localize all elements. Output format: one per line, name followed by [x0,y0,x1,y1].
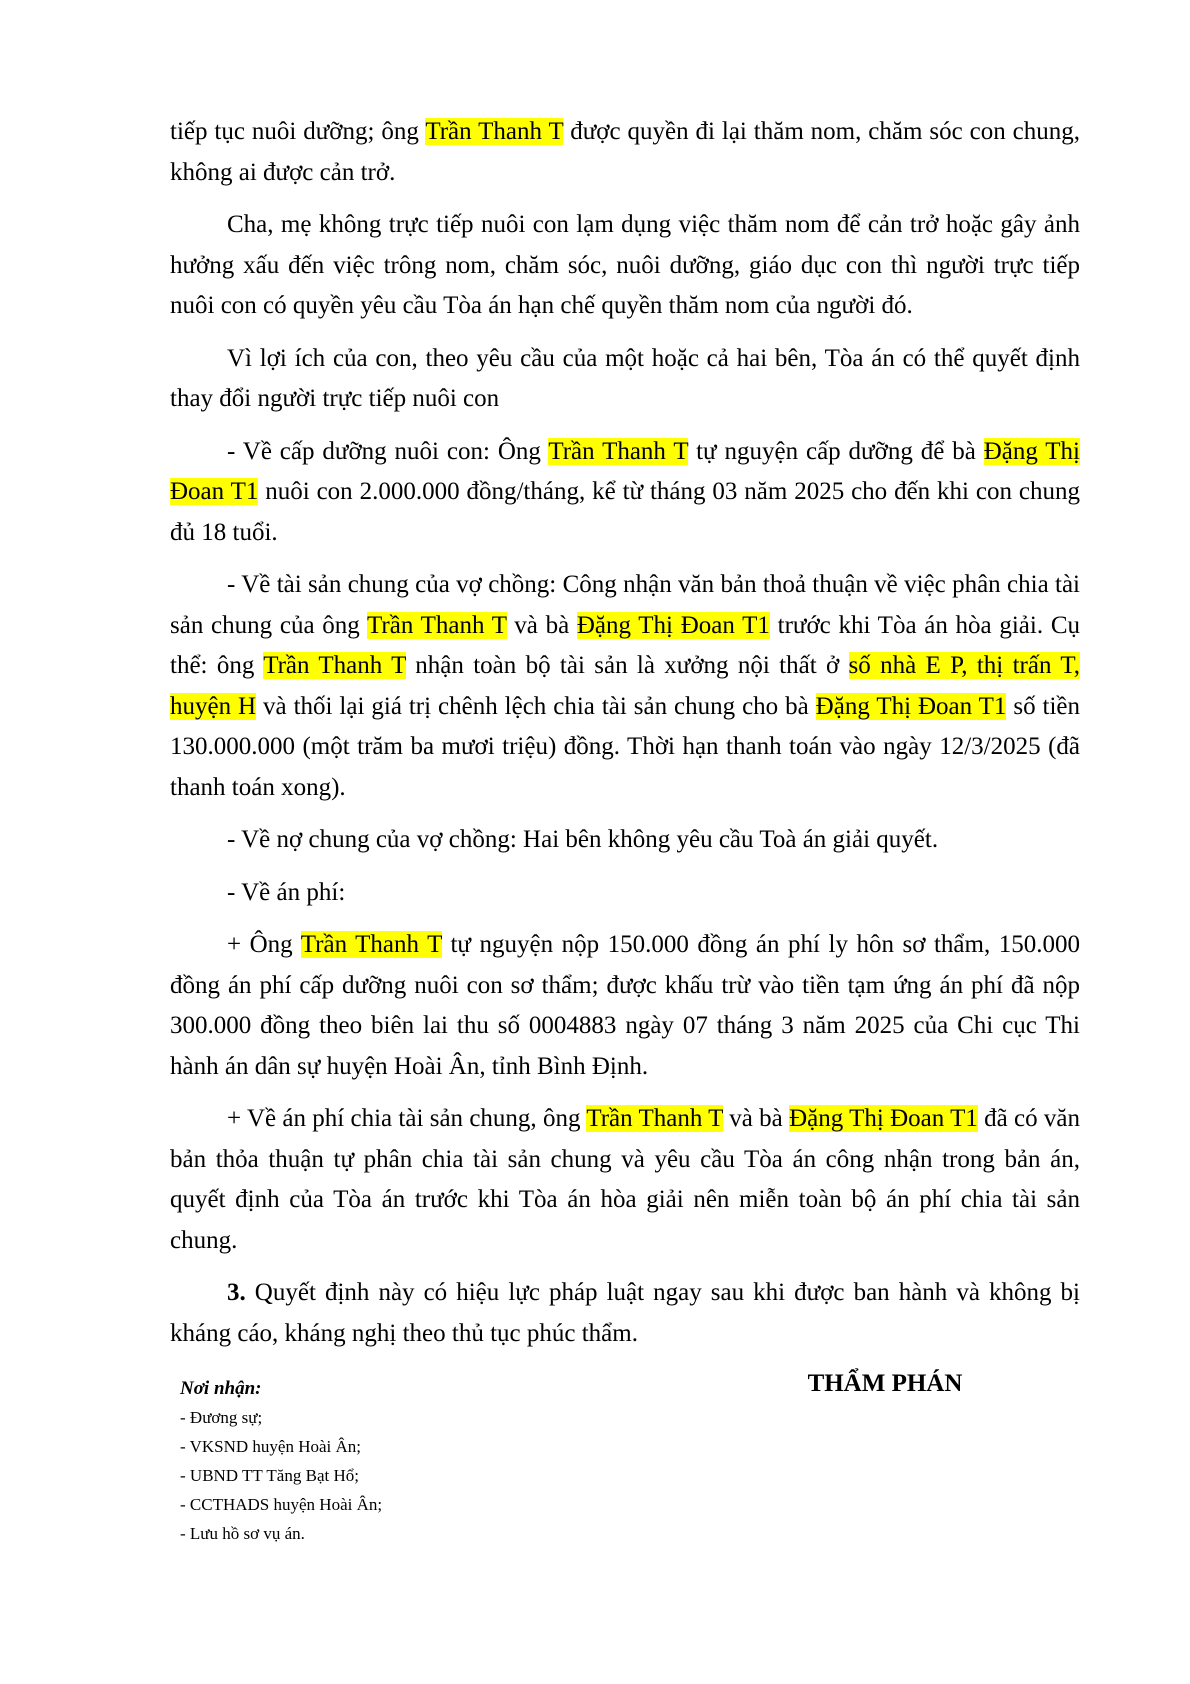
highlighted-text: Đặng Thị Đoan T1 [170,437,1080,505]
highlighted-text: Đặng Thị Đoan T1 [789,1105,978,1132]
highlighted-text: Trần Thanh T [263,652,406,679]
text-run: Cha, mẹ không trực tiếp nuôi con lạm dụng việc thăm nom để cản trở hoặc gây ảnh hưởng xấu đến việc trông nom, chăm sóc, nuôi dưỡng, giáo dục con thì người trực tiếp nuôi con có quyền yêu cầu Tòa án hạn chế quyền thăm nom của người đó. [170,211,1080,319]
paragraph [170,432,1080,554]
text-run: đã có văn bản thỏa thuận tự phân chia tài sản chung và yêu cầu Tòa án công nhận trong bản án, quyết định của Tòa án trước khi Tòa án hòa giải nên miễn toàn bộ án phí chia tài sản chung. [170,1105,1081,1254]
text-run: trước khi Tòa án hòa giải. Cụ thể: ông [170,611,1080,679]
paragraph [170,112,1080,193]
text-run: - Về án phí: [227,878,346,906]
highlighted-text: số nhà E P, thị trấn T, huyện H [170,652,1080,720]
text-run: + Ông [227,931,301,958]
text-run: - Về nợ chung của vợ chồng: Hai bên không yêu cầu Toà án giải quyết. [227,826,939,853]
recipient-item: - CCTHADS huyện Hoài Ân; [180,1495,383,1514]
highlighted-text: Trần Thanh T [367,611,507,639]
text-run: tự nguyện cấp dưỡng để bà [688,437,984,465]
highlighted-text: Trần Thanh T [300,931,442,958]
paragraph [170,1099,1080,1261]
recipients-block [180,1374,580,1548]
text-run: được quyền đi lại thăm nom, chăm sóc con chung, không ai được cản trở. [170,118,1080,186]
paragraph [170,820,1080,861]
text-run: và bà [506,611,577,639]
text-run: tự nguyện nộp 150.000 đồng án phí ly hôn sơ thẩm, 150.000 đồng án phí cấp dưỡng nuôi con sơ thẩm; được khấu trừ vào tiền tạm ứng án phí đã nộp 300.000 đồng theo biên lai thu số 0004883 ngày 07 tháng 3 năm 2025 của Chi cục Thi hành án dân sự huyện Hoài Ân, tỉnh Bình Định. [170,931,1080,1080]
signature-title: THẨM PHÁN [807,1370,963,1397]
text-run: tiếp tục nuôi dưỡng; ông [170,118,426,145]
paragraph [170,205,1080,327]
text-run: nhận toàn bộ tài sản là xưởng nội thất ở [405,652,849,679]
text-run: - Về tài sản chung của vợ chồng: Công nhận văn bản thoả thuận về việc phân chia tài sản chung của ông [170,571,1080,639]
recipient-item: - Lưu hồ sơ vụ án. [180,1524,305,1543]
recipient-item: - Đương sự; [180,1408,263,1427]
recipient-item: - VKSND huyện Hoài Ân; [180,1437,362,1456]
text-run: + Về án phí chia tài sản chung, ông [227,1105,587,1132]
highlighted-text: Đặng Thị Đoan T1 [815,692,1007,720]
text-run: số tiền 130.000.000 (một trăm ba mươi triệu) đồng. Thời hạn thanh toán vào ngày 12/3/2025 (đã thanh toán xong). [170,692,1081,801]
section-number: 3. [227,1279,246,1306]
recipients-list [180,1403,580,1548]
text-run: - Về cấp dưỡng nuôi con: Ông [227,437,549,465]
highlighted-text: Đặng Thị Đoan T1 [576,611,770,639]
paragraph [170,339,1080,420]
text-run: và bà [723,1105,790,1132]
paragraph [170,565,1080,808]
highlighted-text: Trần Thanh T [425,118,564,145]
text-run: nuôi con 2.000.000 đồng/tháng, kể từ tháng 03 năm 2025 cho đến khi con chung đủ 18 tuổi. [170,478,1080,546]
recipients-title: Nơi nhận: [180,1378,262,1399]
highlighted-text: Trần Thanh T [586,1105,723,1132]
paragraph [170,873,1080,914]
recipient-item: - UBND TT Tăng Bạt Hổ; [180,1466,359,1485]
paragraph [170,1273,1080,1354]
paragraph [170,925,1080,1087]
signature-block [735,1370,1035,1398]
highlighted-text: Trần Thanh T [548,437,689,465]
decision-body [170,112,1080,1366]
text-run: Vì lợi ích của con, theo yêu cầu của một hoặc cả hai bên, Tòa án có thể quyết định thay đổi người trực tiếp nuôi con [170,344,1080,412]
text-run: và thối lại giá trị chênh lệch chia tài sản chung cho bà [256,692,816,720]
text-run: Quyết định này có hiệu lực pháp luật ngay sau khi được ban hành và không bị kháng cáo, kháng nghị theo thủ tục phúc thẩm. [170,1279,1080,1347]
